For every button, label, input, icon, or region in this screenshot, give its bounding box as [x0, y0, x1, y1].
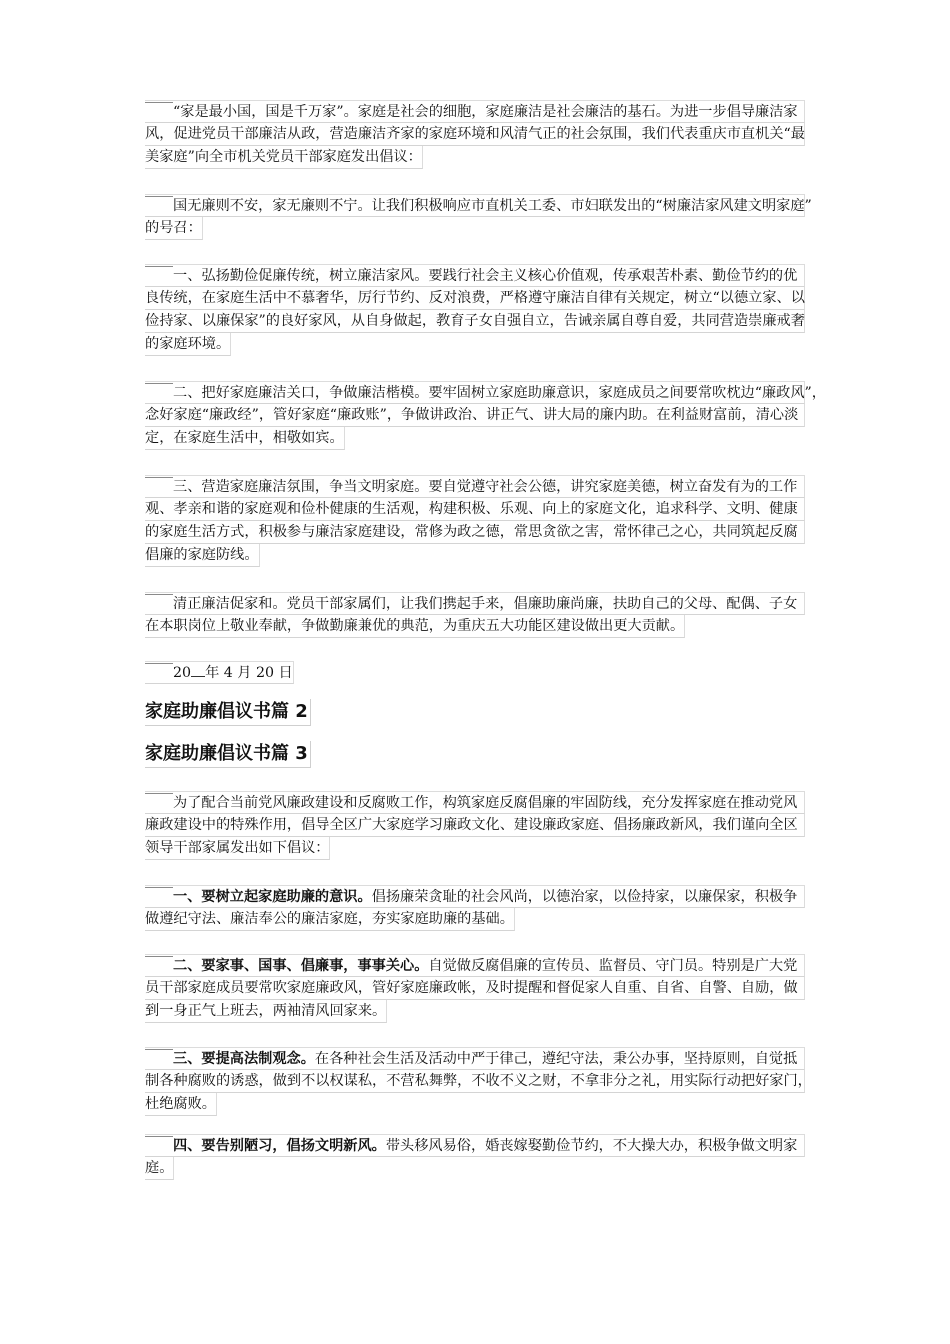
paragraph-proposal-4 — [145, 1134, 805, 1180]
point-title: 四、要告别陋习，倡扬文明新风。 — [173, 1138, 386, 1154]
text-line: 杜绝腐败。 — [145, 1096, 216, 1112]
paragraph-closing — [145, 592, 805, 638]
point-title: 二、要家事、国事、倡廉事，事事关心。 — [173, 958, 429, 974]
text-line: 二、把好家庭廉洁关口，争做廉洁楷模。要牢固树立家庭助廉意识，家庭成员之间要常吹枕边“廉政风”， — [173, 385, 826, 401]
text-line: “家是最小国，国是千万家”。家庭是社会的细胞，家庭廉洁是社会廉洁的基石。为进一步倡导廉洁家 — [173, 104, 798, 120]
date-rest: 年 4 月 20 日 — [205, 665, 293, 681]
text-line: 为了配合当前党风廉政建设和反腐败工作，构筑家庭反腐倡廉的牢固防线，充分发挥家庭在推动党风 — [173, 795, 798, 811]
text-line: 在各种社会生活及活动中严于律己，遵纪守法，秉公办事，坚持原则，自觉抵 — [314, 1051, 798, 1067]
text-line: 做遵纪守法、廉洁奉公的廉洁家庭，夯实家庭助廉的基础。 — [145, 911, 514, 927]
text-line: 到一身正气上班去，两袖清风回家来。 — [145, 1003, 387, 1019]
text-line: 三、营造家庭廉洁氛围，争当文明家庭。要自觉遵守社会公德，讲究家庭美德，树立奋发有为的工作 — [173, 479, 798, 495]
text-line: 自觉做反腐倡廉的宣传员、监督员、守门员。特别是广大党 — [428, 958, 798, 974]
text-line: 清正廉洁促家和。党员干部家属们，让我们携起手来，倡廉助廉尚廉，扶助自己的父母、配偶、子女 — [173, 596, 798, 612]
text-line: 的家庭环境。 — [145, 336, 231, 352]
text-line: 制各种腐败的诱惑，做到不以权谋私，不营私舞弊，不收不义之财，不拿非分之礼，用实际行动把好家门， — [145, 1073, 812, 1089]
text-line: 观、孝亲和谐的家庭观和俭朴健康的生活观，构建积极、乐观、向上的家庭文化，追求科学、文明、健康 — [145, 501, 798, 517]
text-line: 俭持家、以廉保家”的良好家风，从自身做起，教育子女自强自立，告诫亲属自尊自爱，共同营造崇廉戒奢 — [145, 313, 805, 329]
paragraph-point-1 — [145, 264, 805, 356]
heading-part-2: 家庭助廉倡议书篇 2 — [145, 699, 311, 726]
text-line: 定，在家庭生活中，相敬如宾。 — [145, 430, 344, 446]
text-line: 倡廉的家庭防线。 — [145, 547, 259, 563]
text-line: 风，促进党员干部廉洁从政，营造廉洁齐家的家庭环境和风清气正的社会氛围，我们代表重庆市直机关“最 — [145, 126, 805, 142]
text-line: 国无廉则不安，家无廉则不宁。让我们积极响应市直机关工委、市妇联发出的“树廉洁家风建文明家庭” — [173, 198, 812, 214]
text-line: 庭。 — [145, 1160, 174, 1176]
text-line: 一、弘扬勤俭促廉传统，树立廉洁家风。要践行社会主义核心价值观，传承艰苦朴素、勤俭节约的优 — [173, 268, 798, 284]
text-line: 念好家庭“廉政经”，管好家庭“廉政账”，争做讲政治、讲正气、讲大局的廉内助。在利益财富前，清心淡 — [145, 407, 799, 423]
text-line: 倡扬廉荣贪耻的社会风尚，以德治家，以俭持家，以廉保家，积极争 — [371, 889, 798, 905]
paragraph-point-3 — [145, 475, 805, 567]
text-line: 的号召： — [145, 220, 202, 236]
date-year: 20 — [173, 665, 192, 681]
paragraph-call — [145, 194, 812, 240]
point-title: 三、要提高法制观念。 — [173, 1051, 315, 1067]
paragraph-intro — [145, 100, 805, 169]
text-line: 领导干部家属发出如下倡议： — [145, 840, 330, 856]
point-title: 一、要树立起家庭助廉的意识。 — [173, 889, 372, 905]
heading-part-3: 家庭助廉倡议书篇 3 — [145, 741, 311, 768]
date-line — [145, 661, 805, 685]
text-line: 良传统，在家庭生活中不慕奢华，厉行节约、反对浪费，严格遵守廉洁自律有关规定，树立“以德立家、以 — [145, 290, 805, 306]
text-line: 员干部家庭成员要常吹家庭廉政风，管好家庭廉政帐，及时提醒和督促家人自重、自省、自警、自励，做 — [145, 980, 798, 996]
paragraph-proposal-3 — [145, 1047, 812, 1116]
text-line: 在本职岗位上敬业奉献，争做勤廉兼优的典范，为重庆五大功能区建设做出更大贡献。 — [145, 618, 685, 634]
paragraph-proposal-1 — [145, 885, 805, 931]
paragraph-point-2 — [145, 381, 826, 450]
date-blank — [191, 662, 205, 677]
paragraph-proposal-2 — [145, 954, 805, 1023]
text-line: 美家庭”向全市机关党员干部家庭发出倡议： — [145, 149, 422, 165]
text-line: 廉政建设中的特殊作用，倡导全区广大家庭学习廉政文化、建设廉政家庭、倡扬廉政新风，我们谨向全区 — [145, 817, 798, 833]
text-line: 的家庭生活方式，积极参与廉洁家庭建设，常修为政之德，常思贪欲之害，常怀律己之心，共同筑起反腐 — [145, 524, 798, 540]
paragraph-proposal-intro — [145, 791, 805, 860]
text-line: 带头移风易俗，婚丧嫁娶勤俭节约，不大操大办，积极争做文明家 — [385, 1138, 798, 1154]
